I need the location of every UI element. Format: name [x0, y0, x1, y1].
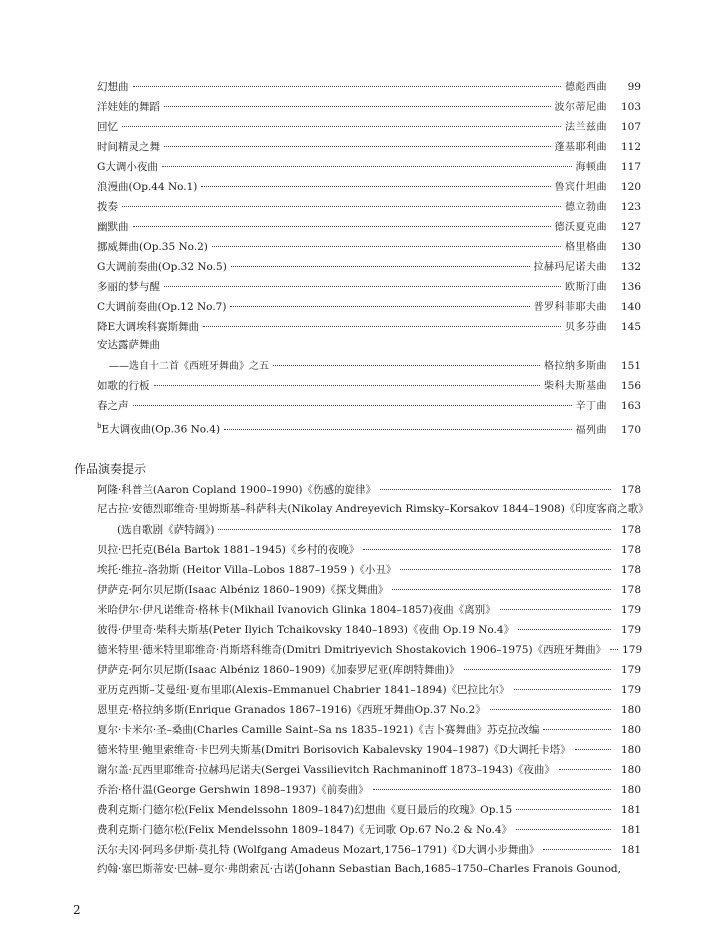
- note-entry: 阿隆·科普兰(Aaron Copland 1900–1990)《伤感的旋律》 178: [97, 482, 641, 497]
- note-entry: 德米特里·德米特里耶维奇·肖斯塔科维奇(Dmitri Dmitriyevich Shostakovich 1906–1975)《西班牙舞曲》 179: [97, 642, 641, 657]
- toc-entry: 时间精灵之舞 蓬基耶利曲 112: [97, 139, 641, 155]
- section-title: 作品演奏提示: [74, 462, 147, 476]
- leader-dots: [230, 296, 529, 307]
- note-entry: (选自歌剧《萨特阔》) 178: [97, 522, 641, 537]
- toc-entry: 洋娃娃的舞蹈 波尔蒂尼曲 103: [97, 99, 641, 115]
- toc-entry: 春之声 辛丁曲 163: [97, 398, 641, 414]
- leader-dots: [164, 96, 551, 107]
- toc-entry: 拨奏 德立勃曲 123: [97, 199, 641, 215]
- leader-dots: [518, 619, 611, 630]
- leader-dots: [380, 479, 611, 490]
- leader-dots: [373, 779, 611, 790]
- leader-dots: [559, 759, 611, 770]
- leader-dots: [543, 839, 611, 850]
- leader-dots: [543, 719, 611, 730]
- note-entry-line1: 尼古拉·安德烈耶维奇·里姆斯基–科萨科夫(Nikolay Andreyevich Rimsky–Korsakov 1844–1908)《印度客商之歌》: [97, 503, 649, 515]
- leader-dots: [154, 375, 541, 386]
- note-entry: 费利克斯·门德尔松(Felix Mendelssohn 1809–1847)幻想曲《夏日最后的玫瑰》Op.15 181: [97, 802, 641, 817]
- leader-dots: [122, 196, 561, 207]
- note-entry: 伊萨克·阿尔贝尼斯(Isaac Albéniz 1860–1909)《加泰罗尼亚(库朗特舞曲)》 179: [97, 662, 641, 677]
- toc-entry: 如歌的行板 柴科夫斯基曲 156: [97, 378, 641, 394]
- toc-entry: $^b$E大调夜曲(Op.36 No.4) 福列曲 170: [97, 419, 641, 438]
- leader-dots: [224, 419, 571, 430]
- toc-entry: 幻想曲 德彪西曲 99: [97, 79, 641, 95]
- leader-dots: [400, 559, 611, 570]
- leader-dots: [203, 316, 561, 327]
- note-entry: 伊萨克·阿尔贝尼斯(Isaac Albéniz 1860–1909)《探戈舞曲》 178: [97, 582, 641, 597]
- toc-entry: 回忆 法兰兹曲 107: [97, 119, 641, 135]
- note-entry: 贝拉·巴托克(Béla Bartok 1881–1945)《乡村的夜晚》 178: [97, 542, 641, 557]
- note-entry-continued: 约翰·塞巴斯蒂安·巴赫–夏尔·弗朗索瓦·古诺(Johann Sebastian Bach,1685–1750–Charles Franois Gounod,: [97, 863, 621, 875]
- note-entry: 德米特里·鲍里索维奇·卡巴列夫斯基(Dmitri Borisovich Kabalevsky 1904–1987)《D大调托卡塔》 180: [97, 742, 641, 757]
- toc-entry: 浪漫曲(Op.44 No.1) 鲁宾什坦曲 120: [97, 179, 641, 195]
- toc-entry: 挪威舞曲(Op.35 No.2) 格里格曲 130: [97, 239, 641, 255]
- leader-dots: [363, 539, 611, 550]
- toc-entry-title: 安达露萨舞曲: [97, 339, 160, 351]
- leader-dots: [500, 599, 611, 610]
- leader-dots: [133, 76, 562, 87]
- leader-dots: [575, 739, 611, 750]
- leader-dots: [212, 236, 561, 247]
- leader-dots: [133, 395, 572, 406]
- leader-dots: [273, 355, 540, 366]
- toc-entry: 多丽的梦与醒 欧斯汀曲 136: [97, 279, 641, 295]
- leader-dots: [162, 156, 572, 167]
- toc-entry: ——选自十二首《西班牙舞曲》之五 格拉纳多斯曲 151: [97, 358, 641, 374]
- toc-entry: G大调前奏曲(Op.32 No.5) 拉赫玛尼诺夫曲 132: [97, 259, 641, 275]
- note-entry: 亚历克西斯–艾曼纽·夏布里耶(Alexis–Emmanuel Chabrier 1841–1894)《巴拉比尔》 179: [97, 682, 641, 697]
- note-entry: 埃托·维拉–洛勃斯 (Heitor Villa–Lobos 1887–1959 )《小丑》 178: [97, 562, 641, 577]
- note-entry: 米哈伊尔·伊凡诺维奇·格林卡(Mikhail Ivanovich Glinka 1804–1857)夜曲《离别》 179: [97, 602, 641, 617]
- toc-entry: 幽默曲 德沃夏克曲 127: [97, 219, 641, 235]
- page-number: 2: [73, 903, 81, 917]
- leader-dots: [218, 519, 611, 530]
- note-entry: 彼得·伊里奇·柴科夫斯基(Peter Ilyich Tchaikovsky 1840–1893)《夜曲 Op.19 No.4》 179: [97, 622, 641, 637]
- note-entry: 谢尔盖·瓦西里耶维奇·拉赫玛尼诺夫(Sergei Vassilievitch Rachmaninoff 1873–1943)《夜曲》 180: [97, 762, 641, 777]
- note-entry: 恩里克·格拉纳多斯(Enrique Granados 1867–1916)《西班牙舞曲Op.37 No.2》 180: [97, 702, 641, 717]
- note-entry: 夏尔·卡米尔·圣–桑曲(Charles Camille Saint–Sa ns 1835–1921)《吉卜赛舞曲》苏克拉改编 180: [97, 722, 641, 737]
- toc-entry: C大调前奏曲(Op.12 No.7) 普罗科菲耶夫曲 140: [97, 299, 641, 315]
- leader-dots: [133, 216, 551, 227]
- leader-dots: [464, 659, 611, 670]
- leader-dots: [516, 799, 611, 810]
- leader-dots: [490, 699, 611, 710]
- toc-entry: 降E大调埃科赛斯舞曲 贝多芬曲 145: [97, 319, 641, 335]
- leader-dots: [514, 679, 611, 690]
- note-entry: 费利克斯·门德尔松(Felix Mendelssohn 1809–1847)《无词歌 Op.67 No.2 & No.4》 181: [97, 822, 641, 837]
- note-entry: 沃尔夫冈·阿玛多伊斯·莫扎特 (Wolfgang Amadeus Mozart,1756–1791)《D大调小步舞曲》 181: [97, 842, 641, 857]
- leader-dots: [231, 256, 530, 267]
- leader-dots: [516, 819, 611, 830]
- leader-dots: [164, 276, 561, 287]
- leader-dots: [122, 116, 561, 127]
- toc-entry: G大调小夜曲 海顿曲 117: [97, 159, 641, 175]
- note-entry: 乔治·格什温(George Gershwin 1898–1937)《前奏曲》 180: [97, 782, 641, 797]
- leader-dots: [201, 176, 550, 187]
- flat-sign: b: [97, 422, 102, 430]
- leader-dots: [164, 136, 551, 147]
- leader-dots: [392, 579, 611, 590]
- leader-dots: [610, 639, 618, 650]
